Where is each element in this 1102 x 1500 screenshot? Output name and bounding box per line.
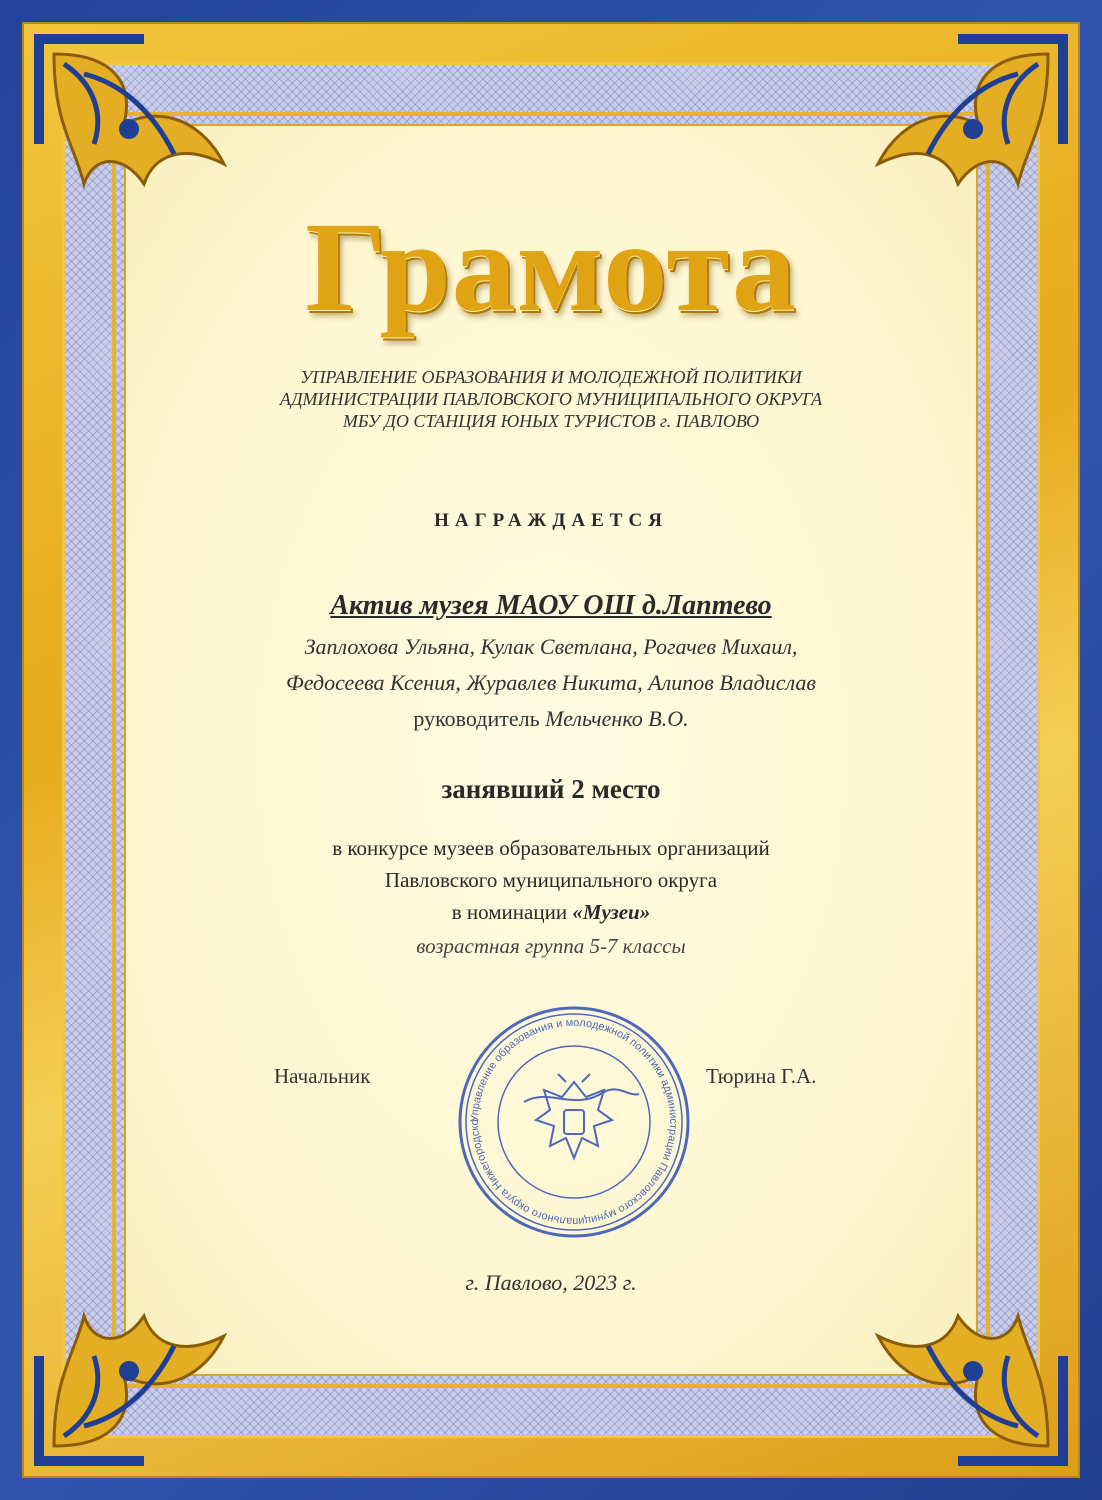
leader-label: руководитель — [413, 706, 540, 731]
contest-line-2: Павловского муниципального округа — [384, 868, 718, 892]
place-and-date: г. Павлово, 2023 г. — [465, 1270, 637, 1295]
members-line-1: Заплохова Ульяна, Кулак Светлана, Рогачев Михаил, — [304, 634, 798, 659]
official-stamp — [454, 1002, 694, 1242]
stamp-text: Управление образования и молодежной политики администрации Павловского муниципального округа Нижегородско — [468, 1016, 680, 1228]
members-line-2: Федосеева Ксения, Журавлев Никита, Алипов Владислав — [286, 670, 816, 695]
organization-line-1: УПРАВЛЕНИЕ ОБРАЗОВАНИЯ И МОЛОДЕЖНОЙ ПОЛИТИКИ — [300, 367, 802, 387]
leader-name: Мельченко В.О. — [545, 706, 689, 731]
nomination-prefix: в номинации — [451, 900, 568, 924]
nomination-line — [124, 900, 978, 925]
place-text: занявший 2 место — [441, 774, 661, 804]
contest-line-1: в конкурсе музеев образовательных организаций — [332, 836, 770, 860]
award-heading: НАГРАЖДАЕТСЯ — [434, 510, 668, 531]
eagle-emblem-icon — [536, 1074, 612, 1158]
certificate-content — [124, 124, 978, 1376]
age-group: возрастная группа 5-7 классы — [416, 934, 686, 958]
organization-line-2: АДМИНИСТРАЦИИ ПАВЛОВСКОГО МУНИЦИПАЛЬНОГО ОКРУГА — [279, 389, 823, 409]
recipient-name: Актив музея МАОУ ОШ д.Лаптево — [330, 590, 772, 621]
signer-title: Начальник — [274, 1064, 371, 1088]
organization-line-3: МБУ ДО СТАНЦИЯ ЮНЫХ ТУРИСТОВ г. ПАВЛОВО — [342, 411, 760, 431]
certificate-title: Грамота — [305, 196, 797, 338]
svg-text:Управление образования и молод — [454, 1002, 679, 1227]
nomination-name: «Музеи» — [572, 900, 651, 924]
leader-line — [124, 706, 978, 732]
signer-name: Тюрина Г.А. — [706, 1064, 817, 1088]
